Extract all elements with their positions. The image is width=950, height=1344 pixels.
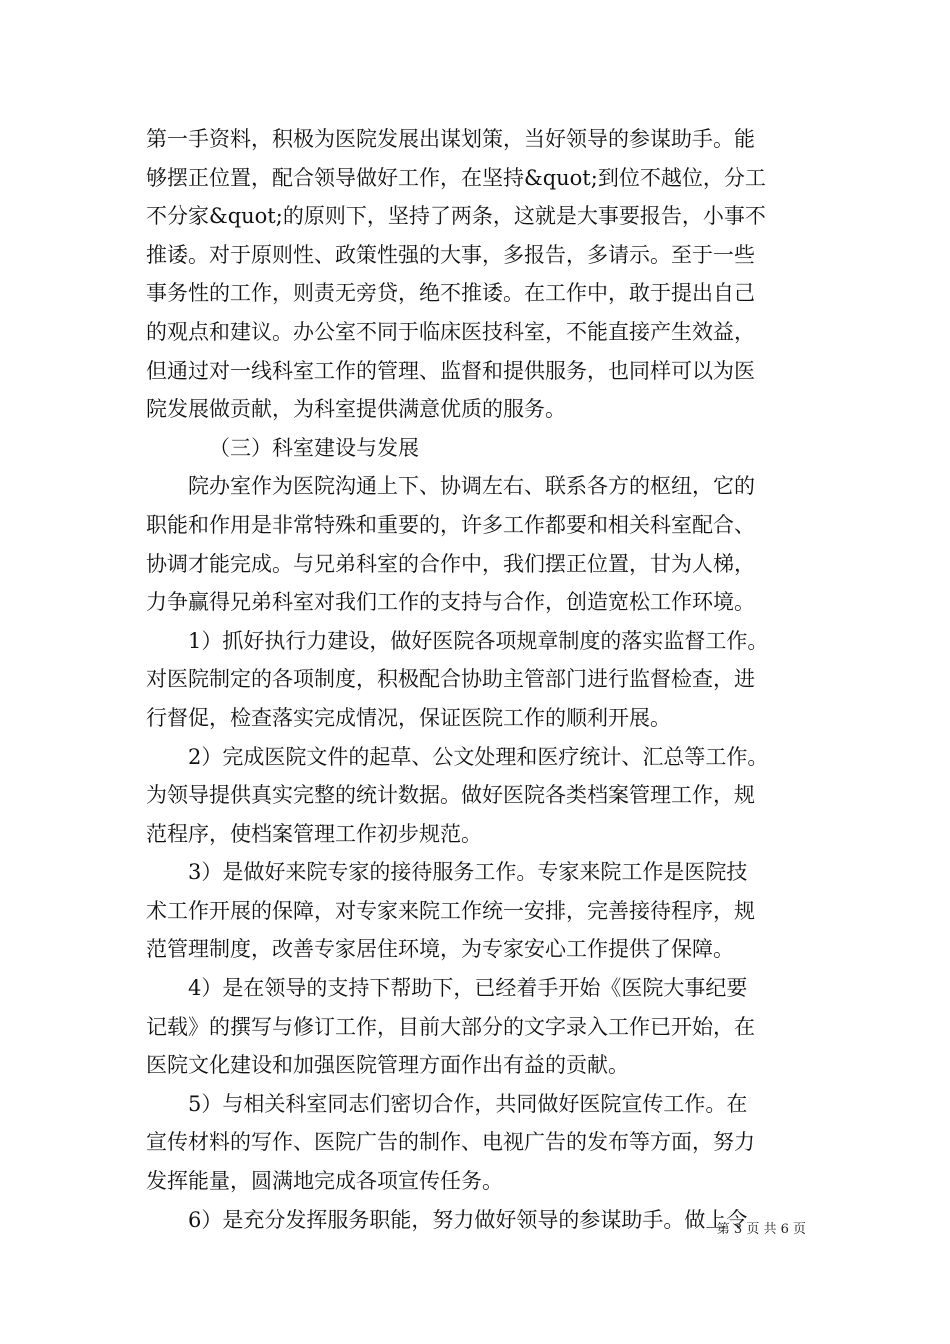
list-item-first-line: 2）完成医院文件的起草、公文处理和医疗统计、汇总等工作。 [188, 744, 769, 769]
list-item-first-line: 1）抓好执行力建设，做好医院各项规章制度的落实监督工作。 [188, 628, 769, 653]
list-item-first-line: 5）与相关科室同志们密切合作，共同做好医院宣传工作。在 [188, 1091, 748, 1116]
paragraph-first-line: 院办室作为医院沟通上下、协调左右、联系各方的枢纽，它的 [188, 474, 755, 499]
text-line: 记载》的撰写与修订工作，目前大部分的文字录入工作已开始，在 [146, 1014, 755, 1039]
text-line: 范管理制度，改善专家居住环境，为专家安心工作提供了保障。 [146, 937, 734, 962]
text-line: 协调才能完成。与兄弟科室的合作中，我们摆正位置，甘为人梯， [146, 551, 755, 576]
text-line: 够摆正位置，配合领导做好工作，在坚持&quot;到位不越位，分工 [146, 165, 766, 190]
section-heading: （三）科室建设与发展 [209, 435, 419, 460]
text-line: 力争赢得兄弟科室对我们工作的支持与合作，创造宽松工作环境。 [146, 590, 755, 615]
text-line: 发挥能量，圆满地完成各项宣传任务。 [146, 1169, 503, 1194]
text-line: 但通过对一线科室工作的管理、监督和提供服务，也同样可以为医 [146, 358, 755, 383]
list-item-first-line: 3）是做好来院专家的接待服务工作。专家来院工作是医院技 [188, 860, 748, 885]
text-line: 术工作开展的保障，对专家来院工作统一安排，完善接待程序，规 [146, 898, 755, 923]
text-line: 医院文化建设和加强医院管理方面作出有益的贡献。 [146, 1053, 629, 1078]
text-line: 第一手资料，积极为医院发展出谋划策，当好领导的参谋助手。能 [146, 127, 755, 151]
text-line: 推诿。对于原则性、政策性强的大事，多报告，多请示。至于一些 [146, 242, 755, 267]
text-line: 行督促，检查落实完成情况，保证医院工作的顺利开展。 [146, 705, 671, 730]
page-number-footer: 第 3 页 共 6 页 [716, 1222, 806, 1237]
text-line: 范程序，使档案管理工作初步规范。 [146, 821, 482, 846]
text-line: 对医院制定的各项制度，积极配合协助主管部门进行监督检查，进 [146, 667, 755, 692]
text-line: 为领导提供真实完整的统计数据。做好医院各类档案管理工作，规 [146, 783, 755, 808]
text-line: 事务性的工作，则责无旁贷，绝不推诿。在工作中，敢于提出自己 [146, 281, 755, 306]
text-line: 院发展做贡献，为科室提供满意优质的服务。 [146, 397, 566, 422]
text-line: 的观点和建议。办公室不同于临床医技科室，不能直接产生效益， [146, 319, 755, 344]
text-line: 宣传材料的写作、医院广告的制作、电视广告的发布等方面，努力 [146, 1130, 755, 1155]
list-item-first-line: 6）是充分发挥服务职能，努力做好领导的参谋助手。做上令 [188, 1207, 748, 1232]
text-line: 职能和作用是非常特殊和重要的，许多工作都要和相关科室配合、 [146, 512, 755, 537]
list-item-first-line: 4）是在领导的支持下帮助下，已经着手开始《医院大事纪要 [188, 976, 748, 1001]
text-line: 不分家&quot;的原则下，坚持了两条，这就是大事要报告，小事不 [146, 204, 766, 229]
document-body [146, 120, 826, 1239]
